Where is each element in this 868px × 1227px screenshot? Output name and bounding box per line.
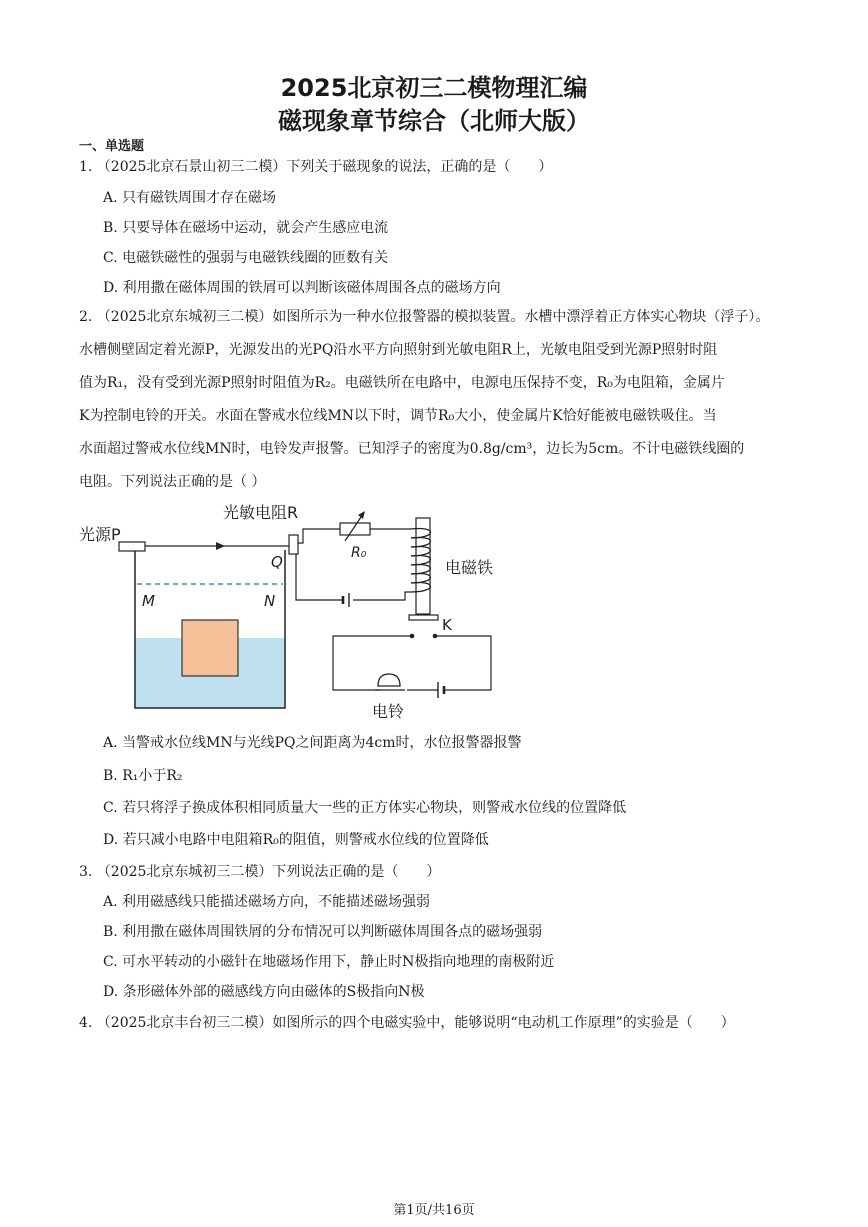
- page-subtitle: 磁现象章节综合（北师大版）: [278, 107, 590, 135]
- wire: [298, 529, 340, 543]
- question-1-option-d: D. 利用撒在磁体周围的铁屑可以判断该磁体周围各点的磁场方向: [103, 280, 501, 296]
- page-footer: 第1页/共16页: [393, 1203, 475, 1218]
- question-3-option-a: A. 利用磁感线只能描述磁场方向，不能描述磁场强弱: [103, 894, 431, 910]
- question-2-line: K为控制电铃的开关。水面在警戒水位线MN以下时，调节R₀大小，使金属片K恰好能被电磁铁吸住。当: [79, 408, 717, 424]
- question-2-line: 水面超过警戒水位线MN时，电铃发声报警。已知浮子的密度为0.8g/cm³，边长为5cm。不计电磁铁线圈的: [79, 441, 745, 457]
- label-r0: R₀: [351, 545, 367, 561]
- section-heading: 一、单选题: [79, 139, 145, 154]
- label-m: M: [142, 592, 155, 610]
- wire: [435, 636, 491, 690]
- question-1-option-b: B. 只要导体在磁场中运动，就会产生感应电流: [103, 220, 389, 236]
- float-block: [182, 620, 238, 676]
- label-photoresistor: 光敏电阻R: [223, 503, 299, 522]
- label-k: K: [442, 616, 452, 634]
- question-2-option-d: D. 若只减小电路中电阻箱R₀的阻值，则警戒水位线的位置降低: [103, 832, 489, 848]
- question-2-option-b: B. R₁小于R₂: [103, 768, 183, 784]
- label-q: Q: [271, 553, 283, 571]
- water-alarm-diagram: [75, 498, 505, 723]
- question-2-stem: [79, 301, 799, 499]
- question-4-stem: 4. （2025北京丰台初三二模）如图所示的四个电磁实验中，能够说明“电动机工作原理”的实验是（ ）: [79, 1015, 735, 1031]
- question-2-line: 电阻。下列说法正确的是（ ）: [79, 474, 266, 490]
- question-1-option-c: C. 电磁铁磁性的强弱与电磁铁线圈的匝数有关: [103, 250, 389, 266]
- label-bell: 电铃: [372, 702, 405, 721]
- question-1-option-a: A. 只有磁铁周围才存在磁场: [103, 190, 277, 206]
- wire: [353, 592, 411, 600]
- resistor-box: [340, 523, 370, 535]
- question-3-option-b: B. 利用撒在磁体周围铁屑的分布情况可以判断磁体周围各点的磁场强弱: [103, 924, 543, 940]
- question-1-stem: 1. （2025北京石景山初三二模）下列关于磁现象的说法，正确的是（ ）: [79, 159, 553, 175]
- label-light-source: 光源P: [79, 525, 121, 544]
- bell-icon: [378, 674, 400, 686]
- light-source: [119, 542, 145, 551]
- wire: [296, 554, 343, 600]
- question-2-line: 2. （2025北京东城初三二模）如图所示为一种水位报警器的模拟装置。水槽中漂浮着正方体实心物块（浮子）。: [79, 309, 770, 325]
- page-title: 2025北京初三二模物理汇编: [280, 74, 588, 102]
- armature-k: [409, 615, 438, 620]
- question-2-option-a: A. 当警戒水位线MN与光线PQ之间距离为4cm时，水位报警器报警: [103, 735, 522, 751]
- question-2-option-c: C. 若只将浮子换成体积相同质量大一些的正方体实心物块，则警戒水位线的位置降低: [103, 800, 627, 816]
- question-2-line: 值为R₁，没有受到光源P照射时阻值为R₂。电磁铁所在电路中，电源电压保持不变，R₀为电阻箱，金属片: [79, 375, 725, 391]
- question-3-option-d: D. 条形磁体外部的磁感线方向由磁体的S极指向N极: [103, 984, 425, 1000]
- question-2-line: 水槽侧壁固定着光源P，光源发出的光PQ沿水平方向照射到光敏电阻R上，光敏电阻受到光源P照射时阻: [79, 342, 718, 358]
- ray-arrow: [216, 542, 225, 550]
- label-n: N: [264, 592, 276, 610]
- resistor-arrowhead: [358, 511, 365, 519]
- question-3-stem: 3. （2025北京东城初三二模）下列说法正确的是（ ）: [79, 864, 441, 880]
- photoresistor: [289, 535, 298, 554]
- question-3-option-c: C. 可水平转动的小磁针在地磁场作用下，静止时N极指向地理的南极附近: [103, 954, 555, 970]
- label-electromagnet: 电磁铁: [445, 558, 494, 577]
